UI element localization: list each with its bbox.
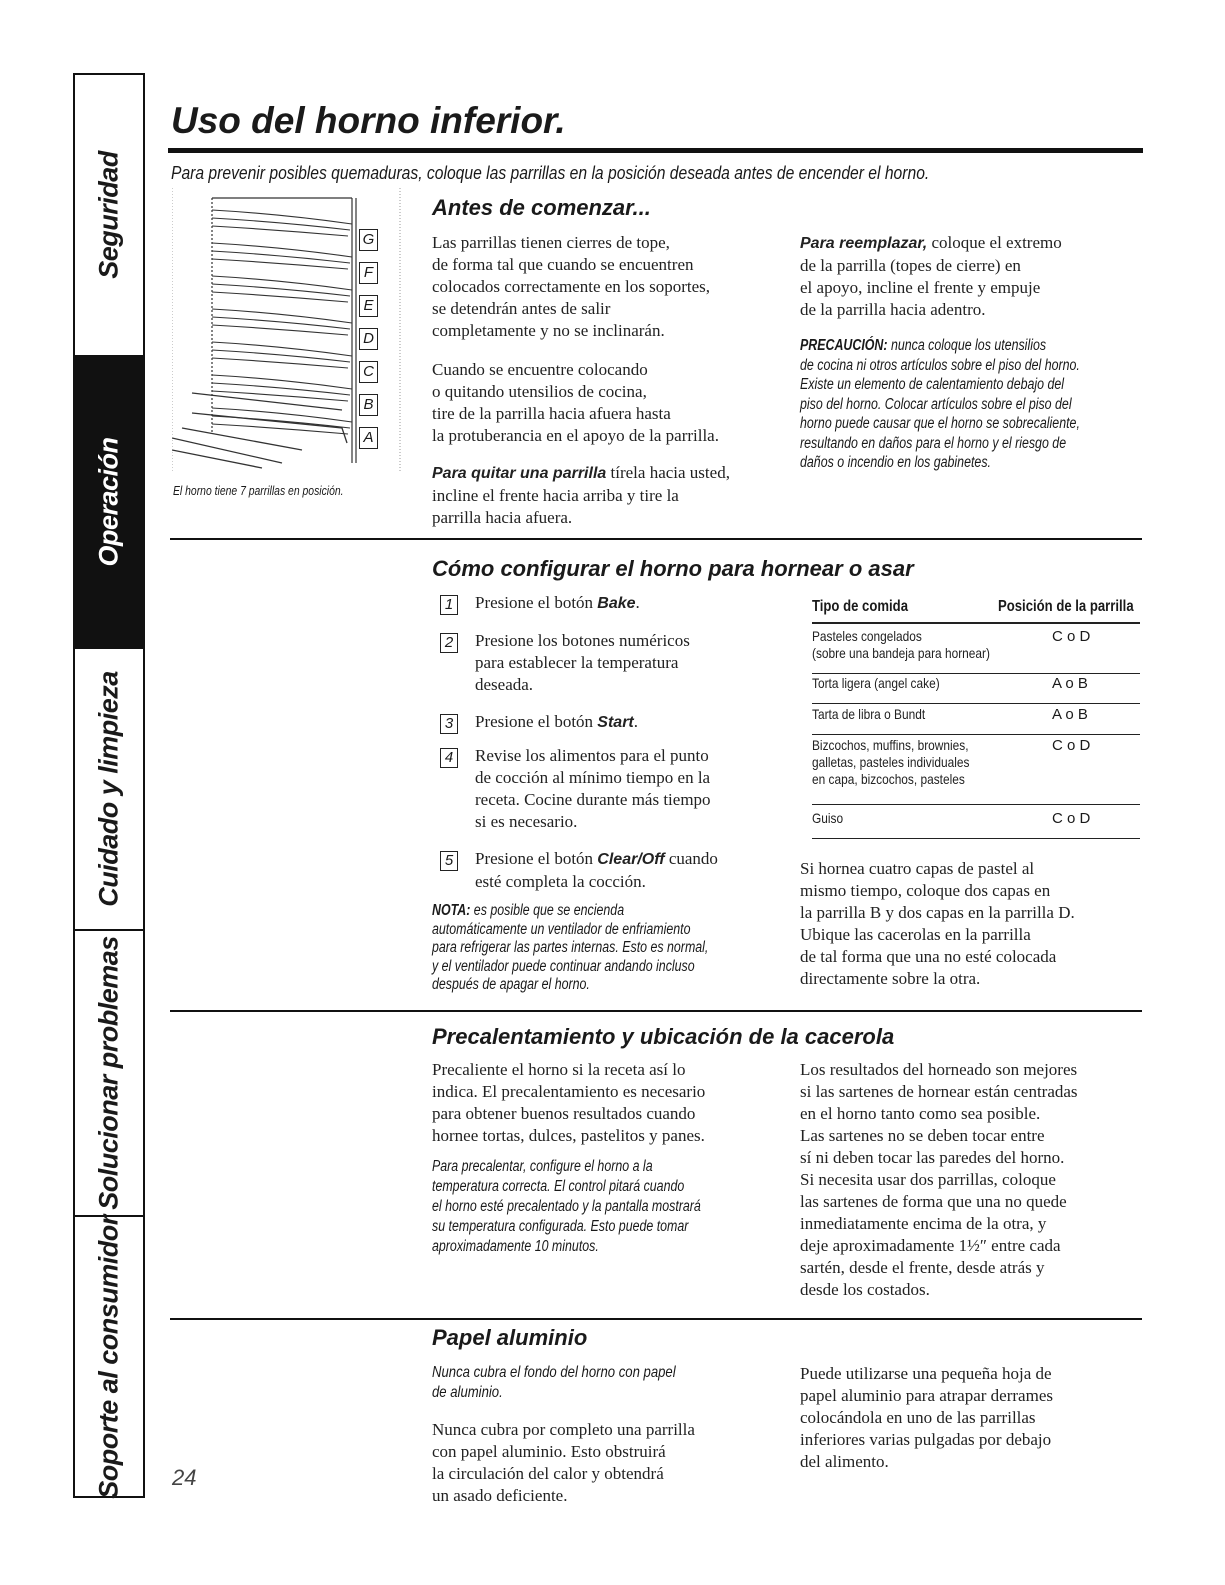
step-text-part: . — [633, 712, 638, 731]
tab-label: Operación — [93, 437, 124, 567]
step-text-part: Presione el botón — [475, 712, 598, 731]
table-header-position: Posición de la parrilla — [998, 598, 1134, 615]
step-number: 5 — [440, 851, 458, 871]
table-cell-food: Tarta de libra o Bundt — [812, 706, 926, 722]
replace-rack-paragraph — [800, 232, 1062, 321]
step-text — [475, 711, 638, 734]
step-text-part: . — [635, 593, 640, 612]
table-row — [812, 675, 1140, 704]
intro-text: Para prevenir posibles quemaduras, coloque las parrillas en la posición deseada antes de encender el horno. — [171, 163, 930, 183]
section-heading-antes: Antes de comenzar... — [432, 195, 651, 220]
step-text-part: cuando esté completa la cocción. — [475, 849, 718, 891]
remove-rack-text: tírela hacia usted, incline el frente hacia arriba y tire la parrilla hacia afuera. — [432, 463, 730, 527]
step-number: 1 — [440, 595, 458, 615]
note-lead: NOTA: — [432, 902, 471, 919]
tab-cuidado-y-limpieza[interactable] — [75, 649, 143, 931]
table-row — [812, 706, 1140, 735]
page-title: Uso del horno inferior. — [171, 100, 566, 141]
rack-letter-d: D — [359, 328, 378, 350]
table-row — [812, 810, 1140, 839]
section-heading-preheat: Precalentamiento y ubicación de la cacerola — [432, 1024, 895, 1049]
preheat-paragraph-3: Los resultados del horneado son mejores si las sartenes de hornear están centradas en el horno tanto como sea posible. Las sartenes no se deben tocar entre sí ni deben tocar las paredes del horno. Si necesita usar dos parrillas, coloque las sartenes de forma que una no quede inmediatamente encima de la otra, y deje aproximadamente 1½″ entre cada sartén, desde el frente, desde atrás y desde los costados. — [800, 1060, 1078, 1299]
tab-solucionar-problemas[interactable] — [75, 931, 143, 1217]
antes-paragraph-3 — [432, 462, 730, 529]
section-sidebar — [73, 73, 145, 1498]
step-button-name: Start — [597, 714, 634, 731]
table-cell-position: A o B — [1052, 706, 1088, 723]
table-cell-food: Bizcochos, muffins, brownies, galletas, pasteles individuales en capa, bizcochos, pasteles — [812, 737, 970, 787]
step-text-part: Revise los alimentos para el punto de cocción al mínimo tiempo en la receta. Cocine durante más tiempo si es necesario. — [475, 746, 711, 831]
caution-paragraph — [800, 336, 1136, 473]
preheat-paragraph-2: Para precalentar, configure el horno a la temperatura correcta. El control pitará cuando el horno esté precalentado y la pantalla mostrará su temperatura configurada. Esto puede tomar aproximadamente 10 minutos. — [432, 1158, 701, 1255]
rack-letter-b: B — [359, 394, 378, 416]
tab-label: Soporte al consumidor — [93, 1214, 124, 1499]
section-divider — [170, 1010, 1142, 1012]
table-row — [812, 737, 1140, 805]
rack-letter-a: A — [359, 427, 378, 449]
step-button-name: Clear/Off — [597, 851, 665, 868]
note-text: es posible que se encienda automáticamente un ventilador de enfriamiento para refrigerar las partes internas. Esto es normal, y el ventilador puede continuar andando incluso después de apagar el horno. — [432, 902, 709, 993]
tab-seguridad[interactable] — [75, 75, 143, 357]
section-heading-foil: Papel aluminio — [432, 1325, 588, 1350]
tab-label: Cuidado y limpieza — [93, 671, 124, 907]
step-text-part: Presione el botón — [475, 849, 598, 868]
table-header-food: Tipo de comida — [812, 598, 908, 615]
tab-label: Seguridad — [93, 151, 124, 279]
layers-paragraph: Si hornea cuatro capas de pastel al mismo tiempo, coloque dos capas en la parrilla B y dos capas en la parrilla D. Ubique las cacerolas en la parrilla de tal forma que una no esté colocada directamente sobre la otra. — [800, 859, 1075, 988]
step-text — [475, 848, 718, 893]
table-cell-position: C o D — [1052, 628, 1091, 645]
tab-label: Solucionar problemas — [93, 936, 124, 1210]
title-rule — [168, 148, 1143, 153]
tab-soporte-al-consumidor[interactable] — [75, 1214, 143, 1499]
table-cell-food: Pasteles congelados (sobre una bandeja para hornear) — [812, 628, 990, 661]
step-number: 3 — [440, 714, 458, 734]
step-text — [475, 592, 640, 615]
antes-paragraph-2: Cuando se encuentre colocando o quitando utensilios de cocina, tire de la parrilla hacia afuera hasta la protuberancia en el apoyo de la parrilla. — [432, 360, 719, 445]
page-number: 24 — [172, 1465, 197, 1490]
figure-caption: El horno tiene 7 parrillas en posición. — [173, 483, 344, 498]
replace-rack-lead: Para reemplazar, — [800, 235, 928, 252]
note-paragraph — [432, 902, 784, 995]
section-heading-config: Cómo configurar el horno para hornear o asar — [432, 556, 914, 581]
rack-letter-g: G — [359, 229, 378, 251]
caution-lead: PRECAUCIÓN: — [800, 337, 888, 354]
step-text-part: Presione los botones numéricos para establecer la temperatura deseada. — [475, 631, 690, 694]
table-cell-food: Guiso — [812, 810, 844, 826]
rack-letter-c: C — [359, 361, 378, 383]
step-text — [475, 745, 711, 834]
remove-rack-lead: Para quitar una parrilla — [432, 465, 607, 482]
foil-paragraph-3: Puede utilizarse una pequeña hoja de papel aluminio para atrapar derrames colocándola en uno de las parrillas inferiores varias pulgadas por debajo del alimento. — [800, 1364, 1053, 1471]
foil-paragraph-1: Nunca cubra el fondo del horno con papel de aluminio. — [432, 1364, 676, 1401]
step-number: 2 — [440, 633, 458, 653]
section-divider — [170, 1318, 1142, 1320]
table-cell-food: Torta ligera (angel cake) — [812, 675, 940, 691]
foil-paragraph-2: Nunca cubra por completo una parrilla con papel aluminio. Esto obstruirá la circulación del calor y obtendrá un asado deficiente. — [432, 1420, 695, 1505]
table-row — [812, 628, 1140, 674]
step-text — [475, 630, 690, 697]
antes-paragraph-1: Las parrillas tienen cierres de tope, de forma tal que cuando se encuentren colocados correctamente en los soportes, se detendrán antes de salir completamente y no se inclinarán. — [432, 233, 711, 340]
step-number: 4 — [440, 748, 458, 768]
table-cell-position: C o D — [1052, 737, 1091, 754]
table-cell-position: C o D — [1052, 810, 1091, 827]
table-cell-position: A o B — [1052, 675, 1088, 692]
step-text-part: Presione el botón — [475, 593, 598, 612]
tab-operacion[interactable] — [75, 357, 143, 649]
table-header-rule — [812, 622, 1140, 624]
section-divider — [170, 538, 1142, 540]
replace-rack-text: coloque el extremo de la parrilla (topes de cierre) en el apoyo, incline el frente y empuje de la parrilla hacia adentro. — [800, 233, 1062, 319]
step-button-name: Bake — [597, 595, 636, 612]
preheat-paragraph-1: Precaliente el horno si la receta así lo indica. El precalentamiento es necesario para obtener buenos resultados cuando hornee tortas, dulces, pastelitos y panes. — [432, 1060, 706, 1145]
rack-table-header — [812, 598, 1140, 620]
rack-letter-f: F — [359, 262, 378, 284]
rack-letter-e: E — [359, 295, 378, 317]
caution-text: nunca coloque los utensilios de cocina ni otros artículos sobre el piso del horno. Existe un elemento de calentamiento debajo del piso del horno. Colocar artículos sobre el piso del horno puede causar que el horno se sobrecaliente, resultando en daños para el horno y el riesgo de daños o incendio en los gabinetes. — [800, 337, 1080, 471]
